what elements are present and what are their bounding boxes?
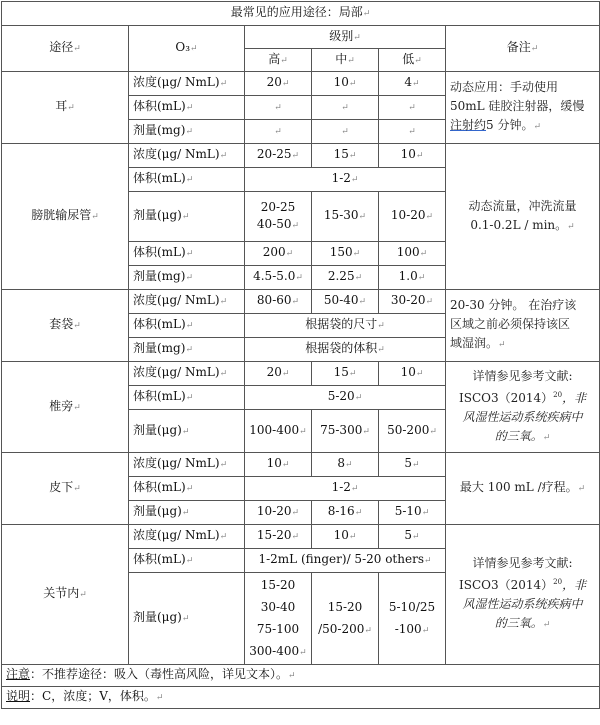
route-bag: 套袋↵ bbox=[2, 290, 129, 362]
value-cell: 200↵ bbox=[245, 242, 312, 266]
route-intra-articular: 关节内↵ bbox=[2, 525, 129, 665]
value-cell: 20↵ bbox=[245, 72, 312, 96]
empty-cell: ↵ bbox=[245, 120, 312, 144]
value-cell: 10-20↵ bbox=[379, 192, 446, 242]
value-cell: 5-10↵ bbox=[379, 501, 446, 525]
remark-ear: 动态应用：手动使用 50mL 硅胶注射器，缓慢 注射约5 分钟。↵ bbox=[446, 72, 600, 144]
param-label: 体积(mL)↵ bbox=[129, 168, 245, 192]
value-cell: 150↵ bbox=[312, 242, 379, 266]
value-cell: 1-2mL (finger)/ 5-20 others↵ bbox=[245, 549, 446, 573]
param-label: 浓度(μg/ NmL)↵ bbox=[129, 362, 245, 386]
empty-cell: ↵ bbox=[312, 96, 379, 120]
route-bladder: 膀胱输尿管↵ bbox=[2, 144, 129, 290]
value-cell: 5↵ bbox=[379, 453, 446, 477]
param-label: 浓度(μg/ NmL)↵ bbox=[129, 72, 245, 96]
header-level: 级别↵ bbox=[245, 26, 446, 49]
header-mid: 中↵ bbox=[312, 49, 379, 72]
value-cell: 30-20↵ bbox=[379, 290, 446, 314]
table-caption: 最常见的应用途径：局部↵ bbox=[2, 2, 600, 26]
value-cell: 2.25↵ bbox=[312, 266, 379, 290]
route-subcutaneous: 皮下↵ bbox=[2, 453, 129, 525]
param-label: 浓度(μg/ NmL)↵ bbox=[129, 290, 245, 314]
value-cell: 5-10/25 -100↵ bbox=[379, 573, 446, 665]
value-cell: 4↵ bbox=[379, 72, 446, 96]
param-label: 体积(mL)↵ bbox=[129, 314, 245, 338]
value-cell: 1-2↵ bbox=[245, 168, 446, 192]
value-cell: 4.5-5.0↵ bbox=[245, 266, 312, 290]
remark-bag: 20-30 分钟。 在治疗该 区域之前必须保持该区 域湿润。↵ bbox=[446, 290, 600, 362]
value-cell: 10↵ bbox=[312, 72, 379, 96]
value-cell: 20-25↵ bbox=[245, 144, 312, 168]
value-cell: 50-200↵ bbox=[379, 410, 446, 453]
value-cell: 5-20↵ bbox=[245, 386, 446, 410]
header-high: 高↵ bbox=[245, 49, 312, 72]
remark-intra-articular: 详情参见参考文献: $ISCO3(2014)^{20}$，非 风湿性运动系统疾病中 的三氧。↵ bbox=[446, 525, 600, 665]
header-route: 途径↵ bbox=[2, 26, 129, 72]
empty-cell: ↵ bbox=[312, 120, 379, 144]
empty-cell: ↵ bbox=[379, 96, 446, 120]
footer-note: 注意：不推荐途径：吸入（毒性高风险，详见文本）。↵ bbox=[2, 665, 600, 687]
route-paravertebral: 椎旁↵ bbox=[2, 362, 129, 453]
param-label: 剂量(μg)↵ bbox=[129, 573, 245, 665]
value-cell: 10↵ bbox=[245, 453, 312, 477]
param-label: 浓度(μg/ NmL)↵ bbox=[129, 453, 245, 477]
value-cell: 8-16↵ bbox=[312, 501, 379, 525]
value-cell: 15-20 /50-200↵ bbox=[312, 573, 379, 665]
value-cell: 20↵ bbox=[245, 362, 312, 386]
header-low: 低↵ bbox=[379, 49, 446, 72]
header-remark: 备注↵ bbox=[446, 26, 600, 72]
value-cell: 15-20↵ bbox=[245, 525, 312, 549]
value-cell: 10↵ bbox=[312, 525, 379, 549]
param-label: 浓度(μg/ NmL)↵ bbox=[129, 144, 245, 168]
header-o3: O₃↵ bbox=[129, 26, 245, 72]
param-label: 体积(mL)↵ bbox=[129, 477, 245, 501]
value-cell: 10↵ bbox=[379, 144, 446, 168]
param-label: 体积(mL)↵ bbox=[129, 96, 245, 120]
value-cell: 1-2↵ bbox=[245, 477, 446, 501]
ozone-application-table bbox=[1, 1, 600, 709]
value-cell: 15-20 30-40 75-100 300-400↵ bbox=[245, 573, 312, 665]
empty-cell: ↵ bbox=[245, 96, 312, 120]
route-ear: 耳↵ bbox=[2, 72, 129, 144]
param-label: 体积(mL)↵ bbox=[129, 386, 245, 410]
value-cell: 15↵ bbox=[312, 362, 379, 386]
value-cell: 15↵ bbox=[312, 144, 379, 168]
param-label: 剂量(μg)↵ bbox=[129, 410, 245, 453]
value-cell: 20-25 40-50↵ bbox=[245, 192, 312, 242]
value-cell: 根据袋的尺寸↵ bbox=[245, 314, 446, 338]
param-label: 剂量(μg)↵ bbox=[129, 192, 245, 242]
value-cell: 15-30↵ bbox=[312, 192, 379, 242]
empty-cell: ↵ bbox=[379, 120, 446, 144]
param-label: 剂量(μg)↵ bbox=[129, 501, 245, 525]
value-cell: 根据袋的体积↵ bbox=[245, 338, 446, 362]
param-label: 体积(mL)↵ bbox=[129, 242, 245, 266]
remark-subcutaneous: 最大 100 mL /疗程。↵ bbox=[446, 453, 600, 525]
param-label: 剂量(mg)↵ bbox=[129, 120, 245, 144]
value-cell: 100-400↵ bbox=[245, 410, 312, 453]
value-cell: 1.0↵ bbox=[379, 266, 446, 290]
footer-explanation: 说明：C，浓度；V，体积。↵ bbox=[2, 687, 600, 709]
param-label: 剂量(mg)↵ bbox=[129, 338, 245, 362]
value-cell: 50-40↵ bbox=[312, 290, 379, 314]
value-cell: 80-60↵ bbox=[245, 290, 312, 314]
value-cell: 75-300↵ bbox=[312, 410, 379, 453]
param-label: 体积(mL)↵ bbox=[129, 549, 245, 573]
param-label: 浓度(μg/ NmL)↵ bbox=[129, 525, 245, 549]
value-cell: 10-20↵ bbox=[245, 501, 312, 525]
remark-paravertebral: 详情参见参考文献: $ISCO3(2014)^{20}$，非 风湿性运动系统疾病中 的三氧。↵ bbox=[446, 362, 600, 453]
value-cell: 8↵ bbox=[312, 453, 379, 477]
value-cell: 100↵ bbox=[379, 242, 446, 266]
param-label: 剂量(mg)↵ bbox=[129, 266, 245, 290]
value-cell: 5↵ bbox=[379, 525, 446, 549]
remark-bladder: 动态流量，冲洗流量 0.1-0.2L / min。↵ bbox=[446, 144, 600, 290]
value-cell: 10↵ bbox=[379, 362, 446, 386]
